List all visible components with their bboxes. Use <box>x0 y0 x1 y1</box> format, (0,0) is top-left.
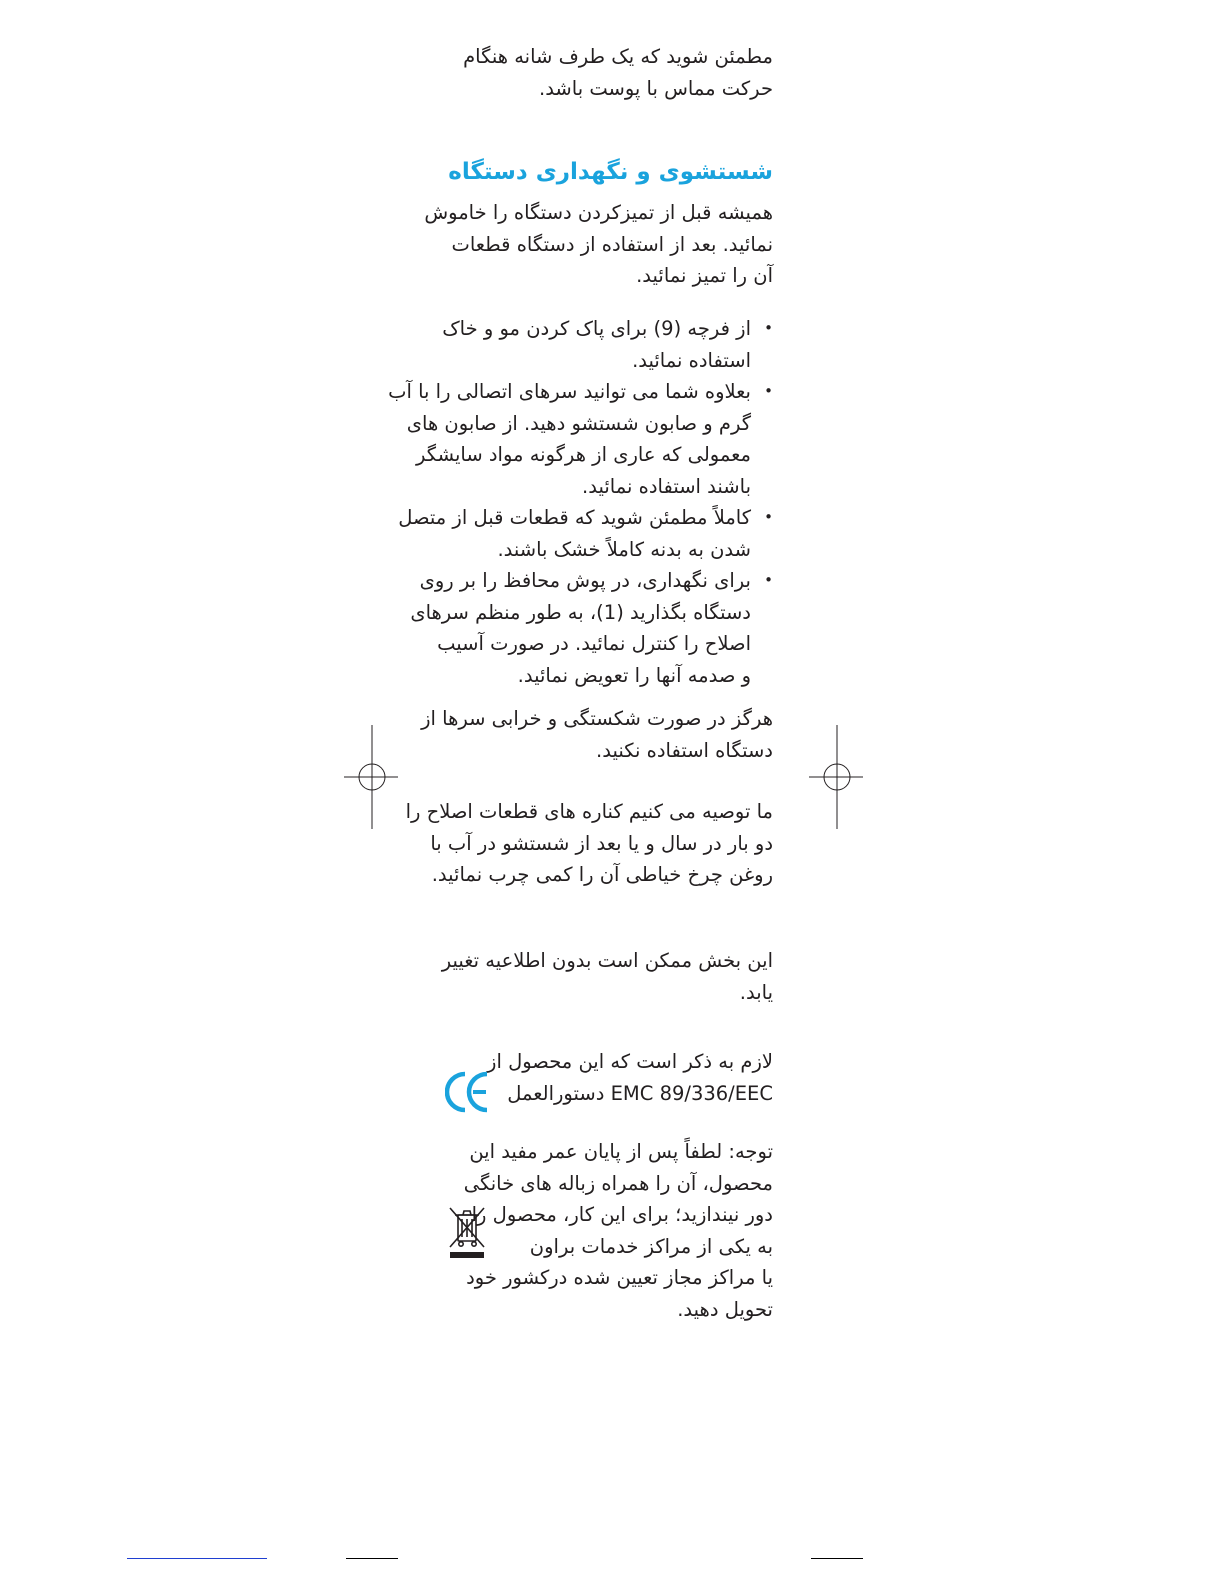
text-line: ما توصیه می کنیم کناره های قطعات اصلاح را <box>405 800 773 823</box>
change-notice-paragraph <box>442 945 773 1008</box>
cleaning-intro-paragraph <box>424 197 773 292</box>
registration-mark-icon <box>807 725 867 835</box>
text-line: یا مراکز مجاز تعیین شده درکشور خود <box>466 1266 773 1289</box>
text-line: معمولی که عاری از هرگونه مواد سایشگر <box>416 443 751 466</box>
text-line: کاملاً مطمئن شوید که قطعات قبل از متصل <box>398 506 751 529</box>
text-line: گرم و صابون شستشو دهید. از صابون های <box>406 411 751 435</box>
text-line: مطمئن شوید که یک طرف شانه هنگام <box>463 45 773 68</box>
text-line: استفاده نمائید. <box>632 348 751 372</box>
bullet-marker: • <box>764 382 773 400</box>
text-line: اصلاح را کنترل نمائید. در صورت آسیب <box>437 632 751 655</box>
text-line: از فرچه (9) برای پاک کردن مو و خاک <box>442 317 751 340</box>
text-line: دور نیندازید؛ برای این کار، محصول را <box>471 1203 773 1226</box>
list-item <box>388 565 773 691</box>
text-line: آن را تمیز نمائید. <box>636 264 773 287</box>
section-heading: شستشوی و نگهداری دستگاه <box>448 159 773 185</box>
text-line: لازم به ذکر است که این محصول از <box>487 1050 773 1073</box>
bullet-marker: • <box>764 319 773 337</box>
text-line: بعلاوه شما می توانید سرهای اتصالی را با آب <box>388 380 751 403</box>
disposal-paragraph <box>464 1136 773 1325</box>
text-line: دستگاه بگذارید (1)، به طور منظم سرهای <box>410 600 751 624</box>
bottom-rule <box>346 1558 398 1559</box>
bullet-marker: • <box>764 508 773 526</box>
warning-paragraph <box>421 703 773 766</box>
cleaning-bullet-list <box>388 313 773 691</box>
text-line: برای نگهداری، در پوش محافظ را بر روی <box>419 569 751 592</box>
text-line: تحویل دهید. <box>677 1297 773 1321</box>
text-line: نمائید. بعد از استفاده از دستگاه قطعات <box>451 232 773 256</box>
text-line: محصول، آن را همراه زباله های خانگی <box>463 1171 773 1195</box>
crossed-out-bin-icon <box>447 1205 487 1261</box>
bottom-rule <box>811 1558 863 1559</box>
intro-paragraph <box>463 41 773 104</box>
ce-mark-icon <box>445 1070 489 1114</box>
text-line: این بخش ممکن است بدون اطلاعیه تغییر <box>441 949 773 972</box>
text-line: توجه: لطفاً پس از پایان عمر مفید این <box>469 1140 773 1163</box>
registration-mark-icon <box>342 725 402 835</box>
text-line: شدن به بدنه کاملاً خشک باشند. <box>497 537 751 561</box>
text-line: EMC 89/336/EEC دستورالعمل <box>507 1081 773 1105</box>
text-line: یابد. <box>739 980 773 1004</box>
list-item <box>388 313 773 376</box>
list-item <box>388 376 773 502</box>
compliance-paragraph <box>487 1046 773 1109</box>
text-line: حرکت مماس با پوست باشد. <box>539 76 773 100</box>
text-line: و صدمه آنها را تعویض نمائید. <box>517 663 751 687</box>
text-line: به یکی از مراکز خدمات براون <box>529 1234 773 1258</box>
bottom-rule <box>127 1558 267 1559</box>
text-line: هرگز در صورت شکستگی و خرابی سرها از <box>421 707 773 730</box>
text-line: دستگاه استفاده نکنید. <box>596 738 773 762</box>
text-line: دو بار در سال و یا بعد از شستشو در آب با <box>430 831 773 855</box>
text-line: باشند استفاده نمائید. <box>582 474 751 498</box>
list-item <box>388 502 773 565</box>
oiling-paragraph <box>406 796 773 891</box>
text-line: روغن چرخ خیاطی آن را کمی چرب نمائید. <box>431 863 773 886</box>
text-line: همیشه قبل از تمیزکردن دستگاه را خاموش <box>424 201 773 224</box>
bullet-marker: • <box>764 571 773 589</box>
